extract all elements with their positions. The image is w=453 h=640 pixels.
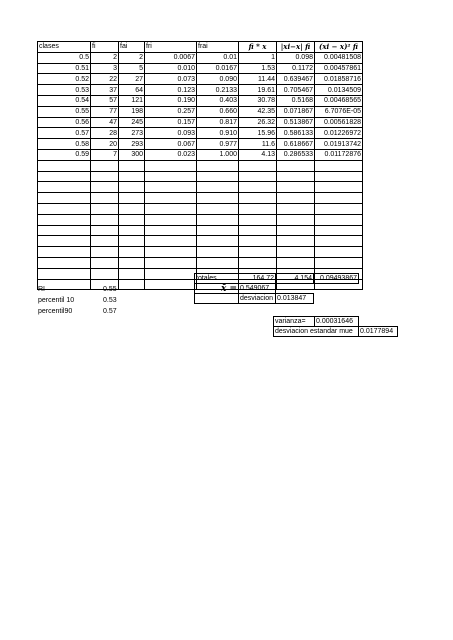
table-cell: 300 bbox=[119, 149, 145, 160]
table-cell: 0.58 bbox=[38, 139, 91, 150]
table-cell: 0.073 bbox=[145, 74, 197, 85]
ri-value: 0.55 bbox=[103, 286, 117, 293]
empty-cell bbox=[38, 279, 91, 290]
table-cell: 6.7076E-05 bbox=[315, 106, 363, 117]
table-row bbox=[38, 128, 363, 139]
empty-cell bbox=[277, 247, 315, 258]
empty-cell bbox=[277, 160, 315, 171]
empty-cell bbox=[197, 182, 239, 193]
empty-cell bbox=[239, 203, 277, 214]
empty-cell bbox=[145, 279, 197, 290]
table-cell: 37 bbox=[91, 85, 119, 96]
empty-cell bbox=[119, 268, 145, 279]
empty-cell bbox=[239, 257, 277, 268]
table-cell: 22 bbox=[91, 74, 119, 85]
table-cell: 30.78 bbox=[239, 95, 277, 106]
empty-cell bbox=[277, 257, 315, 268]
table-cell: 42.35 bbox=[239, 106, 277, 117]
empty-cell bbox=[91, 247, 119, 258]
empty-cell bbox=[239, 182, 277, 193]
table-cell: 3 bbox=[91, 63, 119, 74]
table-row bbox=[38, 117, 363, 128]
table-cell: 0.513867 bbox=[277, 117, 315, 128]
empty-cell bbox=[91, 203, 119, 214]
empty-table-row bbox=[38, 193, 363, 204]
table-cell: 0.093 bbox=[145, 128, 197, 139]
table-cell: 0.0134509 bbox=[315, 85, 363, 96]
desviacion-estandar-label: desviacion estandar mue bbox=[273, 326, 359, 337]
column-header: frai bbox=[197, 42, 239, 53]
column-header: clases bbox=[38, 42, 91, 53]
table-cell: 293 bbox=[119, 139, 145, 150]
table-cell: 0.52 bbox=[38, 74, 91, 85]
empty-cell bbox=[197, 225, 239, 236]
mean-value: 0.549067 bbox=[238, 283, 276, 294]
table-cell: 0.0067 bbox=[145, 52, 197, 63]
table-cell: 64 bbox=[119, 85, 145, 96]
empty-cell bbox=[119, 236, 145, 247]
table-cell: 28 bbox=[91, 128, 119, 139]
empty-cell bbox=[145, 160, 197, 171]
table-cell: 0.57 bbox=[38, 128, 91, 139]
varianza-label: varianza= bbox=[273, 316, 315, 327]
empty-cell bbox=[277, 182, 315, 193]
empty-cell bbox=[38, 214, 91, 225]
empty-cell bbox=[197, 257, 239, 268]
totales-sq-dev: 0.09493867 bbox=[313, 273, 359, 284]
empty-cell bbox=[145, 247, 197, 258]
empty-cell bbox=[38, 236, 91, 247]
table-cell: 1.53 bbox=[239, 63, 277, 74]
empty-cell bbox=[119, 214, 145, 225]
empty-cell bbox=[239, 236, 277, 247]
table-cell: 0.286533 bbox=[277, 149, 315, 160]
table-cell: 0.01226972 bbox=[315, 128, 363, 139]
empty-cell bbox=[315, 160, 363, 171]
table-row bbox=[38, 63, 363, 74]
empty-cell bbox=[91, 193, 119, 204]
empty-cell bbox=[197, 214, 239, 225]
table-cell: 11.6 bbox=[239, 139, 277, 150]
table-cell: 19.61 bbox=[239, 85, 277, 96]
empty-cell bbox=[277, 203, 315, 214]
empty-cell bbox=[277, 193, 315, 204]
table-cell: 0.01858716 bbox=[315, 74, 363, 85]
table-row bbox=[38, 106, 363, 117]
empty-cell bbox=[119, 182, 145, 193]
empty-cell bbox=[145, 214, 197, 225]
empty-cell bbox=[197, 160, 239, 171]
empty-cell bbox=[315, 236, 363, 247]
table-cell: 20 bbox=[91, 139, 119, 150]
empty-cell bbox=[315, 257, 363, 268]
empty-cell bbox=[277, 236, 315, 247]
empty-cell bbox=[119, 193, 145, 204]
empty-table-row bbox=[38, 214, 363, 225]
table-cell: 0.01 bbox=[197, 52, 239, 63]
empty-cell bbox=[239, 225, 277, 236]
table-cell: 27 bbox=[119, 74, 145, 85]
empty-cell bbox=[239, 160, 277, 171]
empty-cell bbox=[91, 236, 119, 247]
table-cell: 5 bbox=[119, 63, 145, 74]
empty-cell bbox=[315, 214, 363, 225]
empty-cell bbox=[91, 160, 119, 171]
totales-abs-dev: 4.154 bbox=[275, 273, 314, 284]
table-cell: 0.56 bbox=[38, 117, 91, 128]
empty-table-row bbox=[38, 182, 363, 193]
table-cell: 0.1172 bbox=[277, 63, 315, 74]
table-cell: 0.090 bbox=[197, 74, 239, 85]
table-cell: 0.00468565 bbox=[315, 95, 363, 106]
table-cell: 0.54 bbox=[38, 95, 91, 106]
empty-cell bbox=[119, 160, 145, 171]
table-cell: 2 bbox=[91, 52, 119, 63]
empty-cell bbox=[38, 193, 91, 204]
empty-cell bbox=[91, 225, 119, 236]
table-cell: 1 bbox=[239, 52, 277, 63]
table-cell: 4.13 bbox=[239, 149, 277, 160]
table-cell: 11.44 bbox=[239, 74, 277, 85]
empty-cell bbox=[277, 225, 315, 236]
empty-cell bbox=[145, 257, 197, 268]
empty-cell bbox=[145, 268, 197, 279]
empty-cell bbox=[239, 247, 277, 258]
table-cell: 0.51 bbox=[38, 63, 91, 74]
table-cell: 0.023 bbox=[145, 149, 197, 160]
empty-cell bbox=[38, 247, 91, 258]
empty-cell bbox=[38, 268, 91, 279]
empty-table-row bbox=[38, 171, 363, 182]
empty-cell bbox=[315, 225, 363, 236]
empty-cell bbox=[38, 171, 91, 182]
table-cell: 0.5 bbox=[38, 52, 91, 63]
column-header: (xi − x)² fi bbox=[315, 42, 363, 53]
table-row bbox=[38, 139, 363, 150]
table-cell: 47 bbox=[91, 117, 119, 128]
table-cell: 15.96 bbox=[239, 128, 277, 139]
empty-table-row bbox=[38, 160, 363, 171]
empty-cell bbox=[197, 193, 239, 204]
table-row bbox=[38, 52, 363, 63]
empty-cell bbox=[145, 171, 197, 182]
column-header: fi * x bbox=[239, 42, 277, 53]
table-header-row bbox=[38, 42, 363, 53]
empty-table-row bbox=[38, 257, 363, 268]
table-cell: 0.257 bbox=[145, 106, 197, 117]
empty-cell bbox=[145, 193, 197, 204]
table-row bbox=[38, 95, 363, 106]
table-cell: 0.190 bbox=[145, 95, 197, 106]
column-header: fri bbox=[145, 42, 197, 53]
totales-fx: 164.72 bbox=[238, 273, 276, 284]
empty-table-row bbox=[38, 203, 363, 214]
table-cell: 77 bbox=[91, 106, 119, 117]
table-cell: 0.157 bbox=[145, 117, 197, 128]
empty-cell bbox=[145, 182, 197, 193]
table-cell: 0.098 bbox=[277, 52, 315, 63]
empty-cell bbox=[239, 171, 277, 182]
empty-cell bbox=[197, 236, 239, 247]
empty-cell bbox=[91, 268, 119, 279]
ri-label: RI bbox=[38, 286, 45, 293]
table-cell: 2 bbox=[119, 52, 145, 63]
table-cell: 0.53 bbox=[38, 85, 91, 96]
table-row bbox=[38, 74, 363, 85]
table-cell: 26.32 bbox=[239, 117, 277, 128]
empty-cell bbox=[91, 171, 119, 182]
table-cell: 0.55 bbox=[38, 106, 91, 117]
table-cell: 0.123 bbox=[145, 85, 197, 96]
empty-table-row bbox=[38, 225, 363, 236]
desviacion-spacer bbox=[194, 293, 239, 304]
table-cell: 0.00457861 bbox=[315, 63, 363, 74]
empty-cell bbox=[38, 182, 91, 193]
table-cell: 0.977 bbox=[197, 139, 239, 150]
empty-cell bbox=[38, 203, 91, 214]
percentil90-label: percentil90 bbox=[38, 308, 73, 315]
empty-cell bbox=[315, 193, 363, 204]
empty-cell bbox=[119, 279, 145, 290]
percentil10-value: 0.53 bbox=[103, 297, 117, 304]
desviacion-value: 0.013847 bbox=[275, 293, 314, 304]
table-cell: 0.59 bbox=[38, 149, 91, 160]
empty-cell bbox=[38, 160, 91, 171]
table-cell: 0.01913742 bbox=[315, 139, 363, 150]
table-cell: 0.00481508 bbox=[315, 52, 363, 63]
desviacion-label: desviacion bbox=[238, 293, 276, 304]
table-cell: 57 bbox=[91, 95, 119, 106]
empty-cell bbox=[277, 214, 315, 225]
table-cell: 0.071867 bbox=[277, 106, 315, 117]
table-cell: 121 bbox=[119, 95, 145, 106]
frequency-table bbox=[37, 41, 363, 290]
empty-cell bbox=[315, 182, 363, 193]
varianza-value: 0.00031646 bbox=[314, 316, 359, 327]
table-cell: 0.586133 bbox=[277, 128, 315, 139]
empty-cell bbox=[91, 214, 119, 225]
empty-cell bbox=[145, 203, 197, 214]
column-header: fai bbox=[119, 42, 145, 53]
empty-cell bbox=[315, 171, 363, 182]
percentil90-value: 0.57 bbox=[103, 308, 117, 315]
empty-cell bbox=[91, 182, 119, 193]
table-cell: 273 bbox=[119, 128, 145, 139]
empty-cell bbox=[315, 203, 363, 214]
table-row bbox=[38, 149, 363, 160]
table-cell: 0.705467 bbox=[277, 85, 315, 96]
empty-cell bbox=[119, 203, 145, 214]
totales-label: totales bbox=[194, 273, 239, 284]
table-cell: 0.5168 bbox=[277, 95, 315, 106]
empty-cell bbox=[145, 236, 197, 247]
table-cell: 0.660 bbox=[197, 106, 239, 117]
empty-cell bbox=[38, 225, 91, 236]
empty-cell bbox=[38, 257, 91, 268]
empty-cell bbox=[119, 225, 145, 236]
table-cell: 198 bbox=[119, 106, 145, 117]
empty-cell bbox=[197, 247, 239, 258]
table-cell: 0.067 bbox=[145, 139, 197, 150]
table-cell: 0.2133 bbox=[197, 85, 239, 96]
empty-cell bbox=[197, 203, 239, 214]
column-header: |xi−x| fi bbox=[277, 42, 315, 53]
empty-cell bbox=[197, 171, 239, 182]
table-cell: 245 bbox=[119, 117, 145, 128]
table-cell: 0.817 bbox=[197, 117, 239, 128]
table-cell: 7 bbox=[91, 149, 119, 160]
empty-cell bbox=[315, 247, 363, 258]
table-cell: 1.000 bbox=[197, 149, 239, 160]
empty-cell bbox=[91, 257, 119, 268]
empty-table-row bbox=[38, 247, 363, 258]
empty-cell bbox=[119, 257, 145, 268]
table-cell: 0.639467 bbox=[277, 74, 315, 85]
table-cell: 0.403 bbox=[197, 95, 239, 106]
table-cell: 0.910 bbox=[197, 128, 239, 139]
empty-cell bbox=[119, 171, 145, 182]
empty-cell bbox=[119, 247, 145, 258]
empty-cell bbox=[239, 193, 277, 204]
empty-cell bbox=[239, 214, 277, 225]
table-cell: 0.010 bbox=[145, 63, 197, 74]
table-cell: 0.01172876 bbox=[315, 149, 363, 160]
empty-cell bbox=[277, 171, 315, 182]
empty-table-row bbox=[38, 236, 363, 247]
mean-symbol: x̄ = bbox=[194, 283, 239, 294]
table-cell: 0.00561828 bbox=[315, 117, 363, 128]
percentil10-label: percentil 10 bbox=[38, 297, 75, 304]
table-cell: 0.0167 bbox=[197, 63, 239, 74]
column-header: fi bbox=[91, 42, 119, 53]
table-row bbox=[38, 85, 363, 96]
empty-cell bbox=[145, 225, 197, 236]
table-cell: 0.618667 bbox=[277, 139, 315, 150]
desviacion-estandar-value: 0.0177894 bbox=[358, 326, 398, 337]
